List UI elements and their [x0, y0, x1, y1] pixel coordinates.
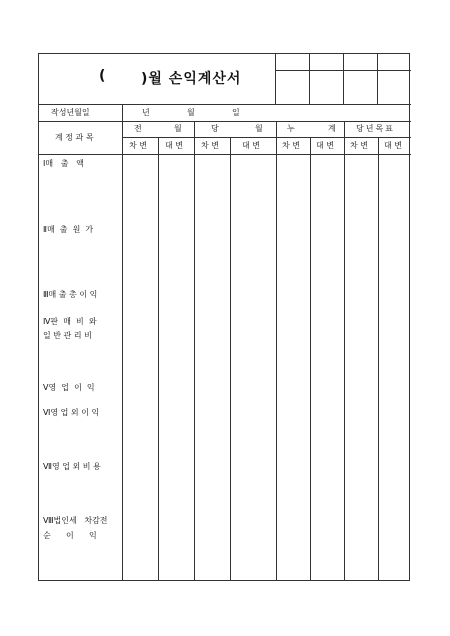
rule: [39, 121, 411, 122]
approval-header-line: [275, 70, 411, 71]
row-operating-income: Ⅴ영 업 이 익: [43, 383, 95, 392]
credit-label: 대 변: [316, 141, 334, 150]
debit-label: 차 변: [350, 141, 368, 150]
column-divider: [194, 121, 195, 581]
period-header-right: 월: [174, 124, 182, 133]
written-date-label: 작성년월일: [51, 108, 90, 117]
income-statement-form: [38, 53, 410, 581]
credit-label: 대 변: [165, 141, 183, 150]
row-non-operating-income: Ⅵ영 업 외 이 익: [43, 408, 100, 417]
column-divider: [276, 121, 277, 581]
row-non-operating-expense: Ⅶ영 업 외 비 용: [43, 462, 101, 471]
rule: [39, 154, 411, 155]
credit-label: 대 변: [384, 141, 402, 150]
period-header-left: 누: [287, 124, 295, 133]
account-header: 계 정 과 목: [55, 133, 94, 142]
period-header-target: 당년목표: [356, 124, 395, 133]
column-divider: [378, 137, 379, 581]
row-cost-of-sales: Ⅱ매 출 원 가: [43, 225, 94, 234]
month-label: 월: [187, 108, 195, 117]
row-sga-line2: 일 반 관 리 비: [43, 331, 92, 340]
row-gross-profit: Ⅲ매 출 총 이 익: [43, 290, 98, 299]
debit-label: 차 변: [282, 141, 300, 150]
column-divider: [158, 137, 159, 581]
debit-label: 차 변: [201, 141, 219, 150]
row-pretax-line2: 순 이 익: [43, 531, 97, 540]
approval-divider: [275, 54, 276, 104]
debit-label: 차 변: [129, 141, 147, 150]
period-header-right: 계: [328, 124, 336, 133]
approval-divider: [343, 54, 344, 104]
row-pretax-line1: Ⅷ법인세 차감전: [43, 516, 108, 525]
row-sga-line1: Ⅳ판 매 비 와: [43, 317, 97, 326]
rule: [122, 137, 411, 138]
credit-label: 대 변: [242, 141, 260, 150]
period-header-left: 당: [211, 124, 219, 133]
row-sales: Ⅰ매 출 액: [43, 159, 84, 168]
period-header-left: 전: [134, 124, 142, 133]
page-title: )월 손익계산서: [141, 71, 242, 87]
column-divider: [122, 104, 123, 581]
day-label: 일: [232, 108, 240, 117]
period-header-right: 월: [255, 124, 263, 133]
title-paren: (: [99, 68, 107, 84]
approval-divider: [309, 54, 310, 104]
approval-divider: [377, 54, 378, 104]
column-divider: [344, 121, 345, 581]
rule: [39, 104, 411, 105]
column-divider: [310, 137, 311, 581]
column-divider: [230, 137, 231, 581]
year-label: 년: [142, 108, 150, 117]
